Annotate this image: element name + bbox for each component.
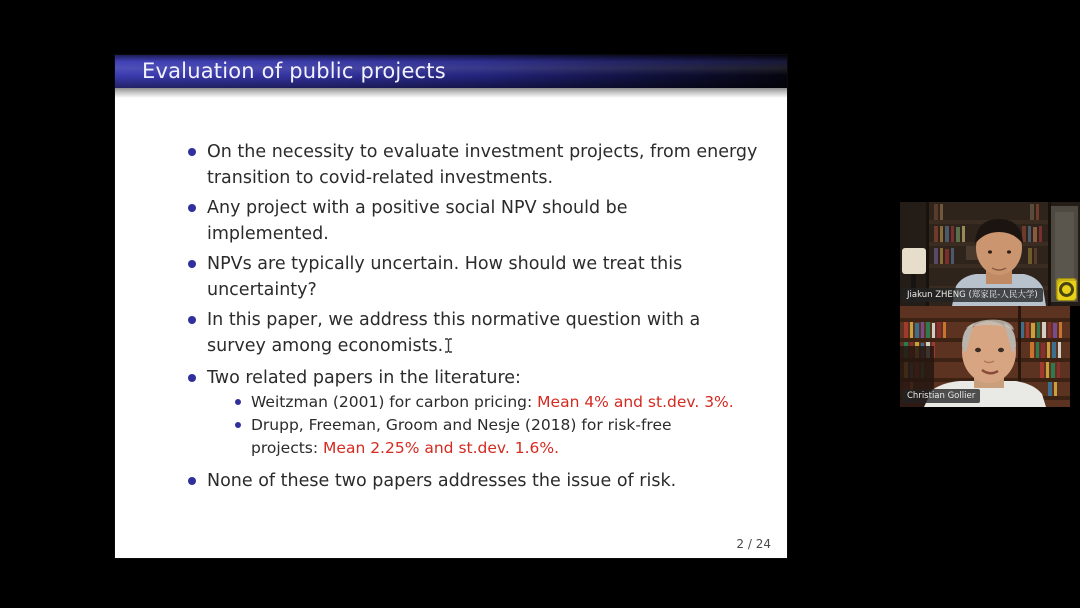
sub-bullet-item [235, 391, 757, 414]
bullet-icon [188, 204, 196, 212]
highlighted-stat: Mean 2.25% and st.dev. 1.6%. [323, 439, 560, 457]
bullet-icon [188, 316, 196, 324]
sub-bullet-icon [235, 422, 241, 428]
sub-bullet-text: Weitzman (2001) for carbon pricing: Mean 4% and st.dev. 3%. [251, 393, 734, 411]
participant-name-tag: Jiakun ZHENG (郑家昆-人民大学) [902, 288, 1043, 302]
sub-bullet-item [235, 414, 757, 460]
participant-video-jiakun-zheng[interactable] [900, 202, 1080, 306]
participant-video-christian-gollier[interactable] [900, 306, 1070, 407]
title-bar-shadow [115, 88, 787, 98]
sub-bullet-icon [235, 399, 241, 405]
bullet-item [188, 468, 757, 494]
sub-bullet-text: Drupp, Freeman, Groom and Nesje (2018) for risk-free projects: Mean 2.25% and st.dev. 1.6%. [251, 416, 672, 457]
badge-ring-glyph [1059, 282, 1074, 297]
bullet-icon [188, 477, 196, 485]
bullet-item [188, 195, 757, 247]
bullet-item [188, 307, 757, 361]
bullet-text: Two related papers in the literature: [207, 368, 521, 388]
bullet-icon [188, 374, 196, 382]
slide-content [188, 139, 757, 494]
slide-title-bar [115, 55, 787, 88]
slide-title: Evaluation of public projects [142, 59, 446, 83]
bullet-icon [188, 260, 196, 268]
bullet-text: On the necessity to evaluate investment projects, from energy transition to covid-related investments. [207, 142, 758, 188]
bullet-text: NPVs are typically uncertain. How should we treat this uncertainty? [207, 254, 683, 300]
bullet-icon [188, 148, 196, 156]
bullet-text: In this paper, we address this normative question with a survey among economists. [207, 307, 700, 361]
sub-bullet-list [235, 391, 757, 460]
bullet-item [188, 365, 757, 391]
bullet-text: Any project with a positive social NPV should be implemented. [207, 198, 628, 244]
emoji-reaction-badge-icon[interactable] [1056, 278, 1077, 301]
shared-slide [115, 55, 787, 558]
bullet-item [188, 139, 757, 191]
participant-name-tag: Christian Gollier [902, 389, 980, 403]
ibeam-cursor [444, 335, 453, 361]
slide-page-number: 2 / 24 [736, 537, 771, 551]
bullet-item [188, 251, 757, 303]
bullet-text: None of these two papers addresses the issue of risk. [207, 471, 677, 491]
highlighted-stat: Mean 4% and st.dev. 3%. [537, 393, 734, 411]
